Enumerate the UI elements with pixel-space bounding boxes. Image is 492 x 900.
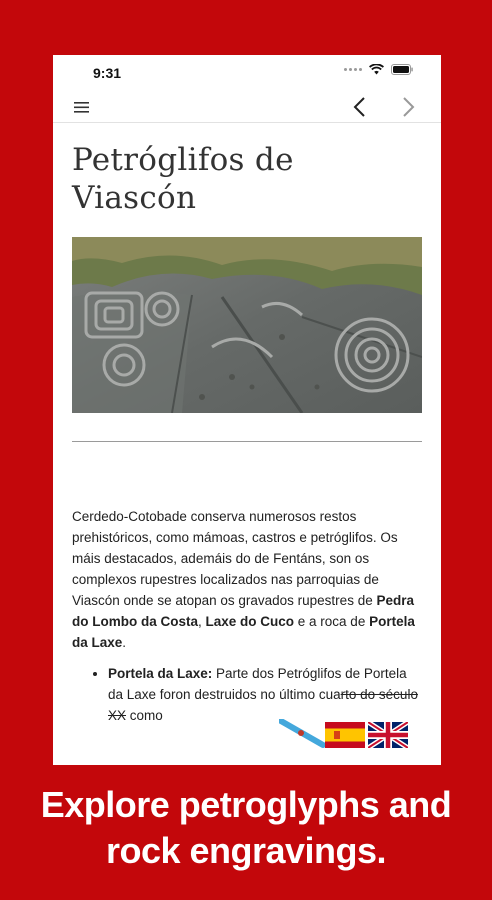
- list-item: [108, 663, 422, 726]
- site-pedra-do-lombo: Pedra do Lombo da Costa: [72, 593, 414, 629]
- battery-icon: [391, 64, 413, 75]
- intro-end: .: [122, 635, 127, 650]
- es-flag-icon[interactable]: [325, 722, 365, 748]
- caption-line-1: Explore petroglyphs and: [40, 784, 452, 825]
- list-item-struck-text: rto do século XX: [108, 687, 418, 723]
- promo-caption: [0, 782, 492, 874]
- list-item-text: Parte dos Petróglifos de Portela da Laxe foron destruidos no último cua: [108, 666, 407, 702]
- list-item-title: Portela da Laxe:: [108, 666, 213, 681]
- status-icons: [344, 64, 413, 75]
- galician-flag-icon[interactable]: [279, 719, 327, 749]
- status-time: 9:31: [93, 65, 122, 81]
- petroglyph-photo: [72, 237, 422, 413]
- site-portela-da-laxe: Portela da Laxe: [72, 614, 415, 650]
- status-bar: [53, 55, 441, 91]
- list-item-text-tail: como: [126, 708, 163, 723]
- gb-flag-icon[interactable]: [368, 722, 408, 748]
- site-laxe-do-cuco: Laxe do Cuco: [205, 614, 295, 629]
- caption-line-2: rock engravings.: [105, 830, 387, 871]
- sites-list: [72, 663, 422, 726]
- page-title: Petróglifos de Viascón: [72, 142, 294, 216]
- menu-icon[interactable]: [73, 98, 91, 116]
- chevron-left-icon[interactable]: [349, 95, 371, 119]
- divider: [72, 441, 422, 442]
- phone-screen: [53, 55, 441, 765]
- intro-text: Cerdedo-Cotobade conserva numerosos restos prehistóricos, como mámoas, castros e petróglifos. Os máis destacados, ademáis do de Fentáns, son os complexos rupestres localizados nas parroquias de Viascón onde se atopan os gravados rupestres de: [72, 509, 398, 608]
- navigation-bar: [53, 91, 441, 123]
- language-selector: [325, 722, 408, 748]
- signal-icon: [344, 68, 362, 71]
- intro-separator: ,: [198, 614, 206, 629]
- article: [72, 125, 422, 726]
- wifi-icon: [369, 64, 384, 75]
- intro-separator: e a roca de: [294, 614, 370, 629]
- intro-paragraph: [72, 506, 422, 653]
- chevron-right-icon[interactable]: [397, 95, 419, 119]
